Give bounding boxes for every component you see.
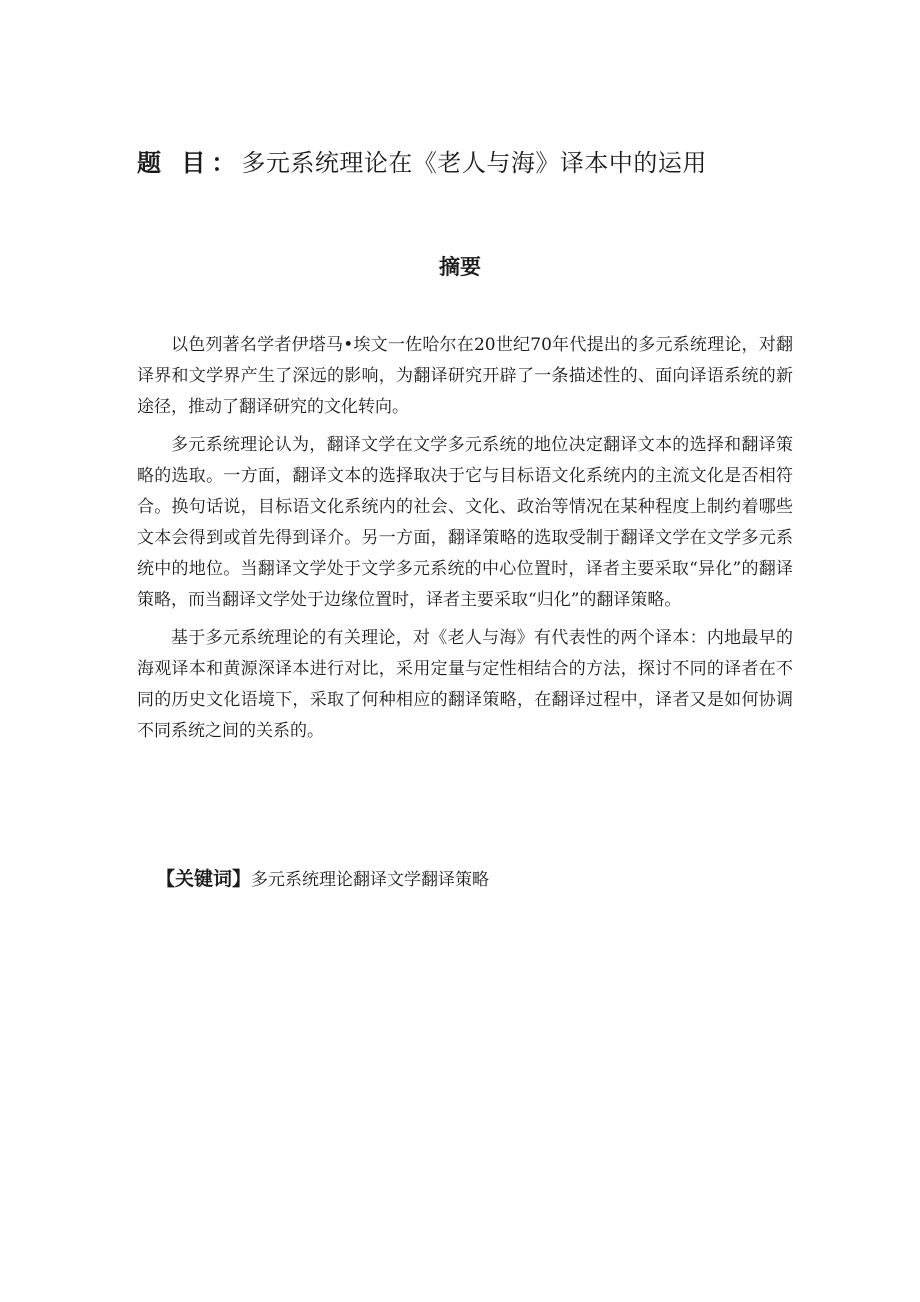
title-text: 多元系统理论在《老人与海》译本中的运用: [241, 149, 707, 177]
keywords-text: 多元系统理论翻译文学翻译策略: [251, 870, 490, 890]
title-label: 题 目：: [137, 149, 242, 177]
abstract-paragraph-3: 基于多元系统理论的有关理论，对《老人与海》有代表性的两个译本：内地最早的海观译本和黄源深译本进行对比，采用定量与定性相结合的方法，探讨不同的译者在不同的历史文化语境下，采取了何种相应的翻译策略，在翻译过程中，译者又是如何协调不同系统之间的关系的。: [137, 628, 793, 741]
thesis-title: [137, 146, 707, 180]
keywords-line: [156, 864, 489, 895]
abstract-heading: 摘要: [439, 255, 481, 279]
keywords-label: 【关键词】: [156, 868, 252, 890]
abstract-paragraph-2: 多元系统理论认为，翻译文学在文学多元系统的地位决定翻译文本的选择和翻译策略的选取。一方面，翻译文本的选择取决于它与目标语文化系统内的主流文化是否相符合。换句话说，目标语文化系统内的社会、文化、政治等情况在某种程度上制约着哪些文本会得到或首先得到译介。另一方面，翻译策略的选取受制于翻译文学在文学多元系统中的地位。当翻译文学处于文学多元系统的中心位置时，译者主要采取“异化”的翻译策略，而当翻译文学处于边缘位置时，译者主要采取“归化”的翻译策略。: [137, 435, 793, 610]
abstract-body: [137, 330, 793, 754]
abstract-paragraph-1: 以色列著名学者伊塔马•埃文一佐哈尔在20世纪70年代提出的多元系统理论，对翻译界和文学界产生了深远的影响，为翻译研究开辟了一条描述性的、面向译语系统的新途径，推动了翻译研究的文化转向。: [137, 335, 793, 417]
